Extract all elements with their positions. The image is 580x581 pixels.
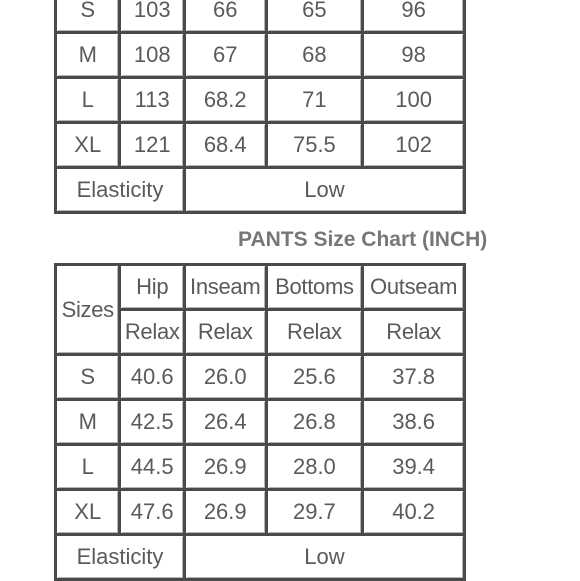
value-cell: 28.0	[268, 446, 365, 491]
table-row	[57, 0, 466, 34]
value-cell: 68	[268, 34, 365, 79]
relax-header: Relax	[121, 311, 185, 356]
value-cell: 37.8	[364, 356, 466, 401]
elasticity-value: Low	[186, 536, 466, 581]
value-cell: 71	[268, 79, 365, 124]
value-cell: 113	[121, 79, 185, 124]
size-cell: M	[57, 401, 121, 446]
value-cell: 98	[364, 34, 466, 79]
elasticity-label: Elasticity	[57, 169, 186, 214]
value-cell: 38.6	[364, 401, 466, 446]
table-row	[57, 356, 466, 401]
inseam-header: Inseam	[186, 266, 268, 311]
value-cell: 67	[186, 34, 268, 79]
size-cell: L	[57, 446, 121, 491]
value-cell: 26.9	[186, 446, 268, 491]
value-cell: 39.4	[364, 446, 466, 491]
relax-header: Relax	[364, 311, 466, 356]
sizes-header: Sizes	[57, 266, 121, 356]
elasticity-value: Low	[186, 169, 466, 214]
value-cell: 42.5	[121, 401, 185, 446]
value-cell: 100	[364, 79, 466, 124]
outseam-header: Outseam	[364, 266, 466, 311]
elasticity-row	[57, 536, 466, 581]
table-row	[57, 491, 466, 536]
size-cell: S	[57, 356, 121, 401]
hip-header: Hip	[121, 266, 185, 311]
pants-chart-title: PANTS Size Chart (INCH)	[238, 228, 488, 251]
value-cell: 26.4	[186, 401, 268, 446]
value-cell: 40.2	[364, 491, 466, 536]
value-cell: 29.7	[268, 491, 365, 536]
relax-header: Relax	[186, 311, 268, 356]
value-cell: 75.5	[268, 124, 365, 169]
value-cell: 47.6	[121, 491, 185, 536]
top-size-table	[54, 0, 466, 214]
table-row	[57, 124, 466, 169]
table-row	[57, 79, 466, 124]
size-cell: L	[57, 79, 121, 124]
elasticity-row	[57, 169, 466, 214]
value-cell: 102	[364, 124, 466, 169]
size-cell: XL	[57, 124, 121, 169]
value-cell: 121	[121, 124, 185, 169]
value-cell: 108	[121, 34, 185, 79]
value-cell: 96	[364, 0, 466, 34]
value-cell: 40.6	[121, 356, 185, 401]
table-row	[57, 401, 466, 446]
value-cell: 26.0	[186, 356, 268, 401]
size-cell: M	[57, 34, 121, 79]
value-cell: 68.4	[186, 124, 268, 169]
value-cell: 66	[186, 0, 268, 34]
elasticity-label: Elasticity	[57, 536, 186, 581]
header-row	[57, 266, 466, 311]
value-cell: 68.2	[186, 79, 268, 124]
value-cell: 65	[268, 0, 365, 34]
value-cell: 25.6	[268, 356, 365, 401]
value-cell: 26.8	[268, 401, 365, 446]
relax-header: Relax	[268, 311, 365, 356]
size-cell: XL	[57, 491, 121, 536]
table-row	[57, 34, 466, 79]
table-row	[57, 446, 466, 491]
value-cell: 44.5	[121, 446, 185, 491]
bottoms-header: Bottoms	[268, 266, 365, 311]
value-cell: 103	[121, 0, 185, 34]
size-cell: S	[57, 0, 121, 34]
pants-size-table	[54, 263, 466, 581]
value-cell: 26.9	[186, 491, 268, 536]
